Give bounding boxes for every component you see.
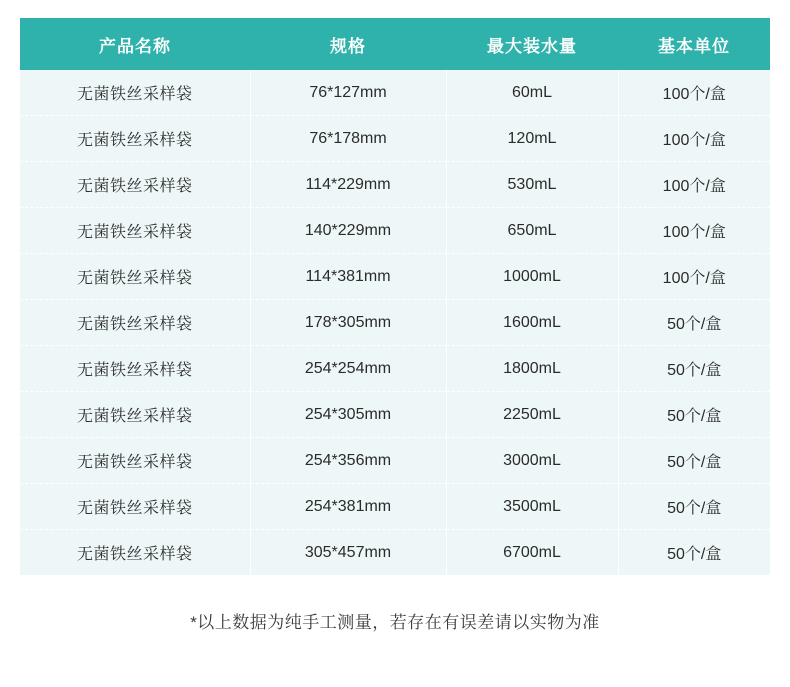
cell-product-name: 无菌铁丝采样袋 bbox=[20, 70, 250, 116]
cell-product-name: 无菌铁丝采样袋 bbox=[20, 116, 250, 162]
column-header-specification: 规格 bbox=[250, 18, 446, 70]
cell-specification: 114*381mm bbox=[250, 254, 446, 300]
measurement-disclaimer-note: *以上数据为纯手工测量，若存在有误差请以实物为准 bbox=[190, 613, 600, 632]
column-header-product-name: 产品名称 bbox=[20, 18, 250, 70]
cell-basic-unit: 50个/盒 bbox=[618, 530, 770, 576]
cell-basic-unit: 100个/盒 bbox=[618, 116, 770, 162]
cell-basic-unit: 100个/盒 bbox=[618, 254, 770, 300]
table-row bbox=[20, 208, 770, 254]
cell-max-water-capacity: 1600mL bbox=[446, 300, 618, 346]
cell-basic-unit: 50个/盒 bbox=[618, 438, 770, 484]
cell-max-water-capacity: 3500mL bbox=[446, 484, 618, 530]
cell-basic-unit: 50个/盒 bbox=[618, 300, 770, 346]
cell-basic-unit: 50个/盒 bbox=[618, 346, 770, 392]
product-spec-table bbox=[20, 18, 770, 575]
cell-basic-unit: 100个/盒 bbox=[618, 162, 770, 208]
cell-product-name: 无菌铁丝采样袋 bbox=[20, 438, 250, 484]
cell-max-water-capacity: 6700mL bbox=[446, 530, 618, 576]
cell-specification: 254*381mm bbox=[250, 484, 446, 530]
cell-product-name: 无菌铁丝采样袋 bbox=[20, 392, 250, 438]
cell-product-name: 无菌铁丝采样袋 bbox=[20, 484, 250, 530]
cell-max-water-capacity: 3000mL bbox=[446, 438, 618, 484]
table-row bbox=[20, 484, 770, 530]
cell-max-water-capacity: 1800mL bbox=[446, 346, 618, 392]
cell-specification: 178*305mm bbox=[250, 300, 446, 346]
cell-specification: 254*356mm bbox=[250, 438, 446, 484]
cell-product-name: 无菌铁丝采样袋 bbox=[20, 208, 250, 254]
cell-basic-unit: 50个/盒 bbox=[618, 484, 770, 530]
table-row bbox=[20, 438, 770, 484]
cell-basic-unit: 100个/盒 bbox=[618, 70, 770, 116]
table-row bbox=[20, 346, 770, 392]
table-row bbox=[20, 254, 770, 300]
table-row bbox=[20, 300, 770, 346]
cell-product-name: 无菌铁丝采样袋 bbox=[20, 162, 250, 208]
cell-max-water-capacity: 120mL bbox=[446, 116, 618, 162]
table-body bbox=[20, 70, 770, 575]
cell-product-name: 无菌铁丝采样袋 bbox=[20, 254, 250, 300]
cell-max-water-capacity: 650mL bbox=[446, 208, 618, 254]
cell-basic-unit: 50个/盒 bbox=[618, 392, 770, 438]
table-row bbox=[20, 70, 770, 116]
table-row bbox=[20, 530, 770, 576]
cell-specification: 305*457mm bbox=[250, 530, 446, 576]
cell-specification: 254*254mm bbox=[250, 346, 446, 392]
cell-product-name: 无菌铁丝采样袋 bbox=[20, 346, 250, 392]
cell-max-water-capacity: 530mL bbox=[446, 162, 618, 208]
cell-specification: 76*127mm bbox=[250, 70, 446, 116]
cell-specification: 254*305mm bbox=[250, 392, 446, 438]
table-row bbox=[20, 392, 770, 438]
table-row bbox=[20, 116, 770, 162]
table-row bbox=[20, 162, 770, 208]
cell-max-water-capacity: 60mL bbox=[446, 70, 618, 116]
table-header-row bbox=[20, 18, 770, 70]
column-header-max-water-capacity: 最大装水量 bbox=[446, 18, 618, 70]
cell-specification: 76*178mm bbox=[250, 116, 446, 162]
column-header-basic-unit: 基本单位 bbox=[618, 18, 770, 70]
cell-product-name: 无菌铁丝采样袋 bbox=[20, 530, 250, 576]
table-header bbox=[20, 18, 770, 70]
cell-specification: 114*229mm bbox=[250, 162, 446, 208]
cell-specification: 140*229mm bbox=[250, 208, 446, 254]
cell-max-water-capacity: 1000mL bbox=[446, 254, 618, 300]
cell-product-name: 无菌铁丝采样袋 bbox=[20, 300, 250, 346]
cell-basic-unit: 100个/盒 bbox=[618, 208, 770, 254]
cell-max-water-capacity: 2250mL bbox=[446, 392, 618, 438]
